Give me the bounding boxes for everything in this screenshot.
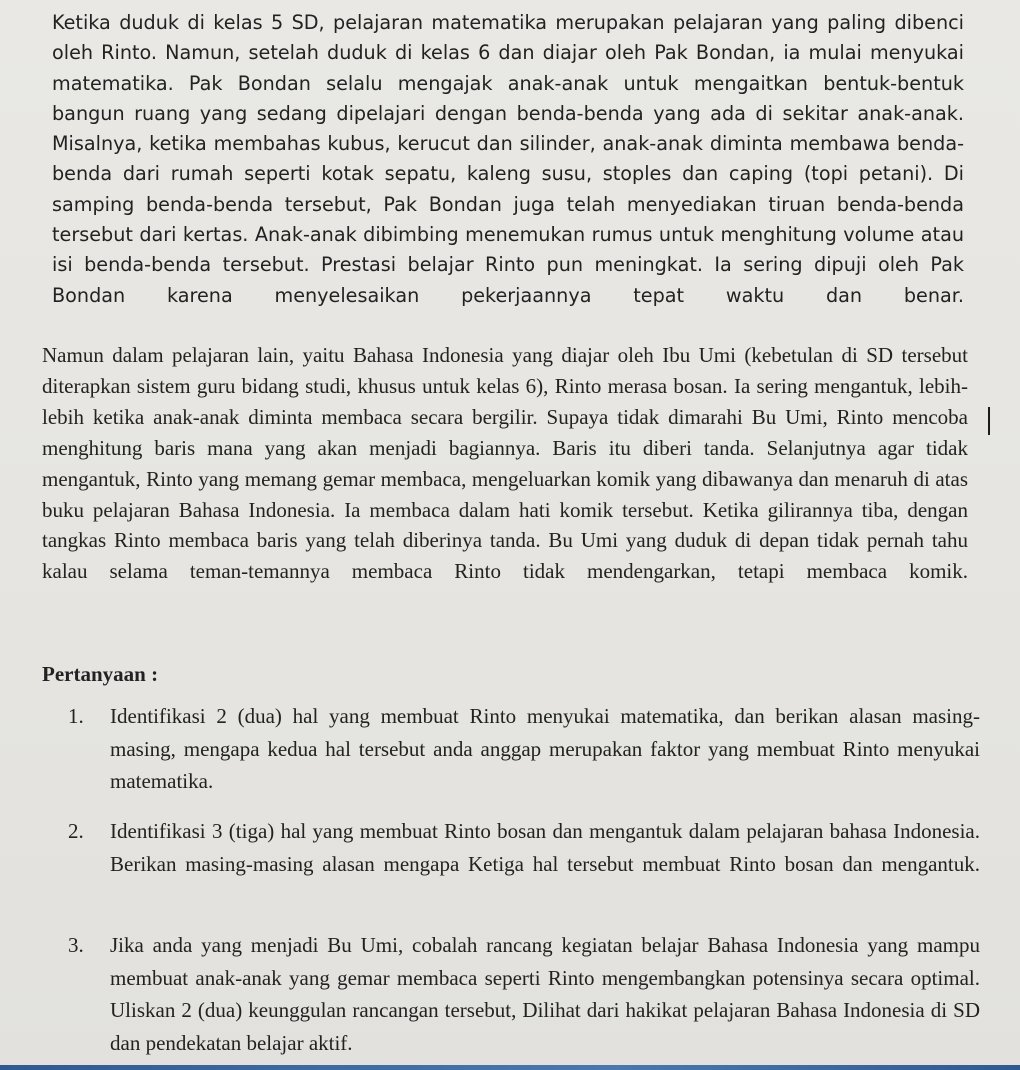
screen-bottom-edge	[0, 1065, 1020, 1070]
question-number: 3.	[68, 933, 84, 957]
question-text: Identifikasi 2 (dua) hal yang membuat Rinto menyukai matematika, dan berikan alasan masing-masing, mengapa kedua hal tersebut anda anggap merupakan faktor yang membuat Rinto menyukai matematika.	[110, 704, 980, 793]
story-paragraph-1: Ketika duduk di kelas 5 SD, pelajaran matematika merupakan pelajaran yang paling dibenci oleh Rinto. Namun, setelah duduk di kelas 6 dan diajar oleh Pak Bondan, ia mulai menyukai matematika. Pak Bondan selalu mengajak anak-anak untuk mengaitkan bentuk-bentuk bangun ruang yang sedang dipelajari dengan benda-benda yang ada di sekitar anak-anak. Misalnya, ketika membahas kubus, kerucut dan silinder, anak-anak diminta membawa benda-benda dari rumah seperti kotak sepatu, kaleng susu, stoples dan caping (topi petani). Di samping benda-benda tersebut, Pak Bondan juga telah menyediakan tiruan benda-benda tersebut dari kertas. Anak-anak dibimbing menemukan rumus untuk menghitung volume atau isi benda-benda tersebut. Prestasi belajar Rinto pun meningkat. Ia sering dipuji oleh Pak Bondan karena menyelesaikan pekerjaannya tepat waktu dan benar.	[52, 11, 964, 307]
question-text: Identifikasi 3 (tiga) hal yang membuat Rinto bosan dan mengantuk dalam pelajaran bahasa Indonesia. Berikan masing-masing alasan mengapa Ketiga hal tersebut membuat Rinto bosan dan mengantuk.	[110, 819, 980, 876]
question-item	[68, 700, 980, 798]
question-number: 2.	[68, 819, 84, 843]
question-item	[68, 929, 980, 1059]
question-text: Jika anda yang menjadi Bu Umi, cobalah rancang kegiatan belajar Bahasa Indonesia yang mampu membuat anak-anak yang gemar membaca seperti Rinto mengembangkan potensinya secara optimal. Uliskan 2 (dua) keunggulan rancangan tersebut, Dilihat dari hakikat pelajaran Bahasa Indonesia di SD dan pendekatan belajar aktif.	[110, 933, 980, 1055]
text-cursor	[988, 407, 990, 435]
questions-heading: Pertanyaan :	[42, 662, 159, 686]
story-paragraph-2: Namun dalam pelajaran lain, yaitu Bahasa Indonesia yang diajar oleh Ibu Umi (kebetulan di SD tersebut diterapkan sistem guru bidang studi, khusus untuk kelas 6), Rinto merasa bosan. Ia sering mengantuk, lebih-lebih ketika anak-anak diminta membaca secara bergilir. Supaya tidak dimarahi Bu Umi, Rinto mencoba menghitung baris mana yang akan menjadi bagiannya. Baris itu diberi tanda. Selanjutnya agar tidak mengantuk, Rinto yang memang gemar membaca, mengeluarkan komik yang dibawanya dan menaruh di atas buku pelajaran Bahasa Indonesia. Ia membaca dalam hati komik tersebut. Ketika gilirannya tiba, dengan tangkas Rinto membaca baris yang telah diberinya tanda. Bu Umi yang duduk di depan tidak pernah tahu kalau selama teman-temannya membaca Rinto tidak mendengarkan, tetapi membaca komik.	[42, 343, 968, 584]
question-item	[68, 815, 980, 880]
question-number: 1.	[68, 704, 84, 728]
